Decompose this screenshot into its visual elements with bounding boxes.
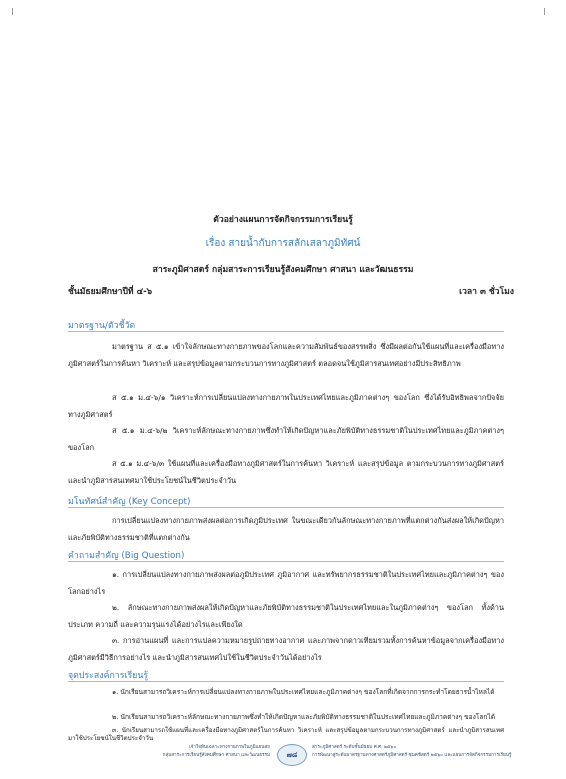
section-divider — [68, 561, 504, 562]
grade-level: ชั้นมัธยมศึกษาปีที่ ๔-๖ — [68, 287, 153, 297]
section-divider — [68, 331, 504, 332]
document-title: ตัวอย่างแผนการจัดกิจกรรมการเรียนรู้ — [213, 215, 353, 225]
paragraph: ส ๕.๑ ม.๔-๖/๒ วิเคราะห์ลักษณะทางกายภาพซึ่งทำให้เกิดปัญหาและภัยพิบัติทางธรรมชาติในประเทศไทยและภูมิภาคต่างๆ ของโลก — [68, 426, 504, 452]
time-allotment: เวลา ๓ ชั่วโมง — [459, 287, 514, 297]
list-item: ๒. ลักษณะทางกายภาพส่งผลให้เกิดปัญหาและภัยพิบัติทางธรรมชาติในประเทศไทยและในภูมิภาคต่างๆ ของโลก ทั้งด้านประเภท ความถี่ และความรุนแรงได้อย่างไรและเพียงใด — [68, 603, 504, 629]
footer-right-line: การพัฒนาสู่ระดับมาตรฐานทางศาสตร์ภูมิศาสตร์ ซุนคชัสตร์ ๒๕๖๐ และแผนการจัดกิจกรรมการเรียนรู้ — [312, 753, 512, 758]
subject-line: สาระภูมิศาสตร์ กลุ่มสาระการเรียนรู้สังคมศึกษา ศาสนา และวัฒนธรรม — [152, 265, 414, 275]
section-divider — [68, 507, 504, 508]
footer-right — [312, 744, 512, 760]
section-heading-standards: มาตรฐาน/ตัวชี้วัด — [68, 321, 136, 331]
footer-left — [130, 744, 270, 760]
section-heading-objectives: จุดประสงค์การเรียนรู้ — [68, 671, 149, 681]
paragraph: การเปลี่ยนแปลงทางกายภาพส่งผลต่อการเกิดภูมิประเทศ ในขณะเดียวกันลักษณะทางกายภาพที่แตกต่างกันส่งผลให้เกิดปัญหาและภัยพิบัติทางธรรมชาติที่แตกต่างกัน — [68, 516, 504, 542]
footer-left-line: กลุ่มสาระการเรียนรู้สังคมศึกษา ศาสนา และวัฒนธรรม — [162, 753, 270, 758]
section-heading-questions: คำถามสำคัญ (Big Question) — [68, 551, 185, 561]
list-item: ๒. นักเรียนสามารถวิเคราะห์ลักษณะทางกายภาพซึ่งทำให้เกิดปัญหาและภัยพิบัติทางธรรมชาติในประเทศไทยและภูมิภาคต่างๆ ของโลกได้ — [112, 713, 495, 721]
page-footer — [130, 744, 510, 768]
paragraph: ส ๕.๑ ม.๔-๖/๓ ใช้แผนที่และเครื่องมือทางภูมิศาสตร์ในการค้นหา วิเคราะห์ และสรุปข้อมูล ตามกระบวนการทางภูมิศาสตร์ และนำภูมิสารสนเทศมาใช้ประโยชน์ในชีวิตประจำวัน — [68, 459, 504, 485]
list-item: ๓. การอ่านแผนที่ และการแปลความหมายรูปถ่ายทางอากาศ และภาพจากดาวเทียมรวมทั้งการค้นหาข้อมูลจากเครื่องมือทางภูมิศาสตร์มีวิธีการอย่างไร และนำภูมิสารสนเทศไปใช้ในชีวิตประจำวันได้อย่างไร — [68, 636, 504, 662]
paragraph: ส ๕.๑ ม.๔-๖/๑ วิเคราะห์การเปลี่ยนแปลงทางกายภาพในประเทศไทยและภูมิภาคต่างๆ ของโลก ซึ่งได้รับอิทธิพลจากปัจจัยทางภูมิศาสตร์ — [68, 393, 504, 419]
paragraph: มาตรฐาน ส ๕.๑ เข้าใจลักษณะทางกายภาพของโลกและความสัมพันธ์ของสรรพสิ่ง ซึ่งมีผลต่อกันใช้แผนที่และเครื่องมือทางภูมิศาสตร์ในการค้นหา วิเคราะห์ และสรุปข้อมูลตามกระบวนการทางภูมิศาสตร์ ตลอดจนใช้ภูมิสารสนเทศอย่างมีประสิทธิภาพ — [68, 342, 504, 368]
list-item: ๑. การเปลี่ยนแปลงทางกายภาพส่งผลต่อภูมิประเทศ ภูมิอากาศ และทรัพยากรธรรมชาติในประเทศไทยและภูมิภาคต่างๆ ของโลกอย่างไร — [68, 570, 504, 596]
footer-left-line: เจ้าใจทันเฉลาะทางกายภาพในภูมิแผนสถ — [189, 745, 270, 750]
footer-right-line: สาระภูมิศาสตร์ ระดับชั้นมัธยม ศ.ศ. ๒๕๖๐ — [312, 745, 397, 750]
lesson-topic: เรื่อง สายน้ำกับการสลักเสลาภูมิทัศน์ — [205, 238, 361, 249]
list-item: ๑. นักเรียนสามารถวิเคราะห์การเปลี่ยนแปลงทางกายภาพในประเทศไทยและภูมิภาคต่างๆ ของโลกที่เกิดจากการกระทำโดยธารน้ำไหลได้ — [112, 688, 495, 696]
list-item: ๓. นักเรียนสามารถใช้แผนที่และเครื่องมือทางภูมิศาสตร์ในการค้นหา วิเคราะห์ และสรุปข้อมูลตามกระบวนการทางภูมิศาสตร์ และนำภูมิสารสนเทศมาใช้ประโยชน์ในชีวิตประจำวัน — [68, 727, 504, 742]
section-heading-concept: มโนทัศน์สำคัญ (Key Concept) — [68, 497, 191, 507]
page-number-badge: ๗๘ — [277, 744, 307, 766]
section-divider — [68, 681, 504, 682]
